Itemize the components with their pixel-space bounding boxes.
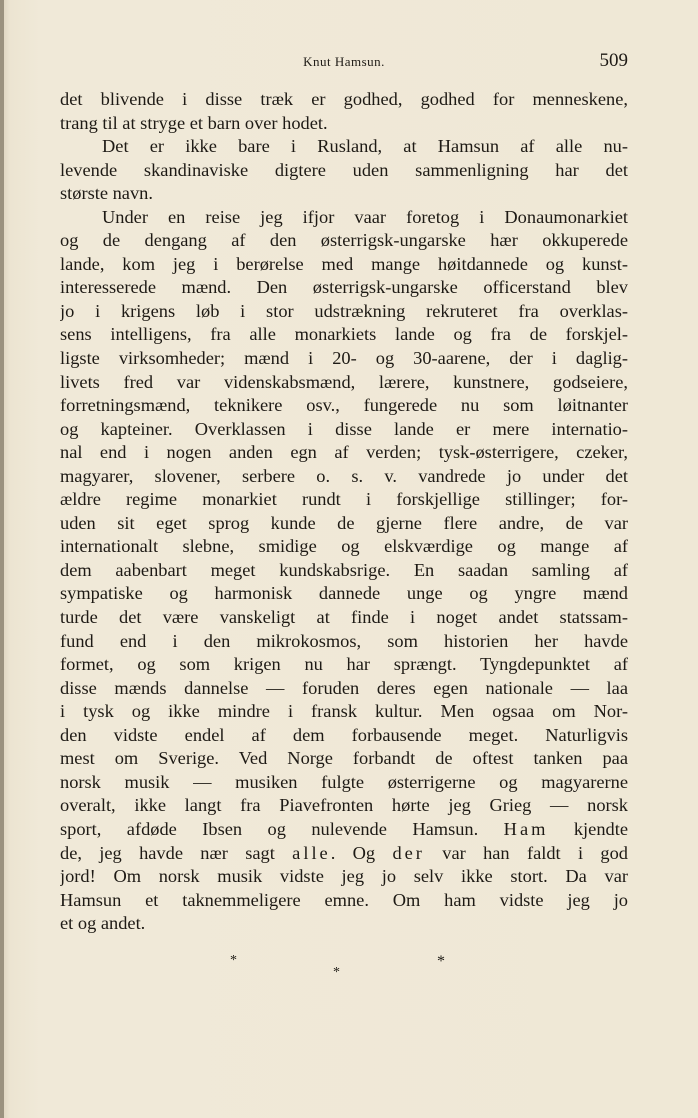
asterisk-1: * (230, 953, 237, 968)
text-line-21: dem aabenbart meget kundskabsrige. En saadan samling af (60, 559, 628, 580)
text-line-16: nal end i nogen anden egn af verden; tysk-østerrigere, czeker, (60, 442, 628, 463)
text-line-33 (60, 842, 628, 866)
text-line-32-end: kjendte (573, 818, 628, 839)
text-line-19: uden sit eget sprog kunde de gjerne flere andre, de var (60, 512, 628, 533)
text-line-10: jo i krigens løb i stor udstrækning rekruteret fra overklas- (60, 300, 628, 321)
text-line-22: sympatiske og harmonisk dannede unge og yngre mænd (60, 583, 628, 604)
text-line-31: overalt, ikke langt fra Piavefronten hørte jeg Grieg — norsk (60, 795, 628, 816)
text-line-15: og kapteiner. Overklassen i disse lande er mere internatio- (60, 418, 628, 439)
text-line-36: et og andet. (60, 913, 146, 934)
text-line-32 (60, 818, 628, 842)
text-line-11: sens intelligens, fra alle monarkiets lande og fra de forskjel- (60, 324, 628, 345)
asterisk-2: * (333, 965, 340, 980)
text-line-5: største navn. (60, 183, 153, 204)
text-line-18: ældre regime monarkiet rundt i forskjellige stillinger; for- (60, 489, 628, 510)
text-line-1: det blivende i disse træk er godhed, godhed for menneskene, (60, 89, 628, 109)
binding-edge (0, 0, 4, 1118)
body-text (60, 88, 628, 936)
page-number: 509 (599, 50, 628, 71)
text-line-4: levende skandinaviske digtere uden sammenligning har det (60, 159, 628, 180)
spaced-emphasis-ham: Ham (503, 818, 549, 839)
section-separator (0, 953, 698, 993)
text-line-9: interesserede mænd. Den østerrigsk-ungarske officerstand blev (60, 277, 628, 298)
text-line-30: norsk musik — musiken fulgte østerrigerne og magyarerne (60, 771, 628, 792)
spaced-emphasis-der: der (392, 842, 425, 863)
text-line-17: magyarer, slovener, serbere o. s. v. vandrede jo under det (60, 465, 628, 486)
running-head: Knut Hamsun. (303, 54, 385, 69)
text-line-32-start: sport, afdøde Ibsen og nulevende Hamsun. (60, 818, 479, 839)
page-header (60, 50, 628, 76)
text-line-34: jord! Om norsk musik vidste jeg jo selv ikke stort. Da var (60, 866, 628, 887)
text-line-33-start: de, jeg havde nær sagt (60, 842, 275, 863)
asterisk-3: * (437, 953, 445, 970)
text-line-27: i tysk og ikke mindre i fransk kultur. Men ogsaa om Nor- (60, 701, 628, 722)
text-line-25: formet, og som krigen nu har sprængt. Tyngdepunktet af (60, 654, 628, 675)
text-line-26: disse mænds dannelse — foruden deres egen nationale — laa (60, 677, 628, 698)
text-line-33-end: var han faldt i god (442, 842, 628, 863)
text-line-6: Under en reise jeg ifjor vaar foretog i Donaumonarkiet (102, 206, 628, 227)
text-line-8: lande, kom jeg i berørelse med mange høitdannede og kunst- (60, 253, 628, 274)
text-line-13: livets fred var videnskabsmænd, lærere, kunstnere, godseiere, (60, 371, 628, 392)
text-line-7: og de dengang af den østerrigsk-ungarske hær okkuperede (60, 230, 628, 251)
text-line-3: Det er ikke bare i Rusland, at Hamsun af alle nu- (102, 136, 628, 157)
text-line-29: mest om Sverige. Ved Norge forbandt de oftest tanken paa (60, 748, 628, 769)
text-line-20: internationalt slebne, smidige og elskværdige og mange af (60, 536, 628, 557)
text-line-14: forretningsmænd, teknikere osv., fungerede nu som løitnanter (60, 395, 628, 416)
text-line-12: ligste virksomheder; mænd i 20- og 30-aarene, der i daglig- (60, 348, 628, 369)
text-line-23: turde det være vanskeligt at finde i noget andet statssam- (60, 607, 628, 628)
text-line-35: Hamsun et taknemmeligere emne. Om ham vidste jeg jo (60, 889, 628, 910)
text-line-2: trang til at stryge et barn over hodet. (60, 112, 328, 133)
text-line-33-mid: . Og (330, 842, 376, 863)
spaced-emphasis-alle: alle (292, 842, 331, 863)
text-line-24: fund end i den mikrokosmos, som historien her havde (60, 630, 628, 651)
text-line-28: den vidste endel af dem forbausende meget. Naturligvis (60, 724, 628, 745)
